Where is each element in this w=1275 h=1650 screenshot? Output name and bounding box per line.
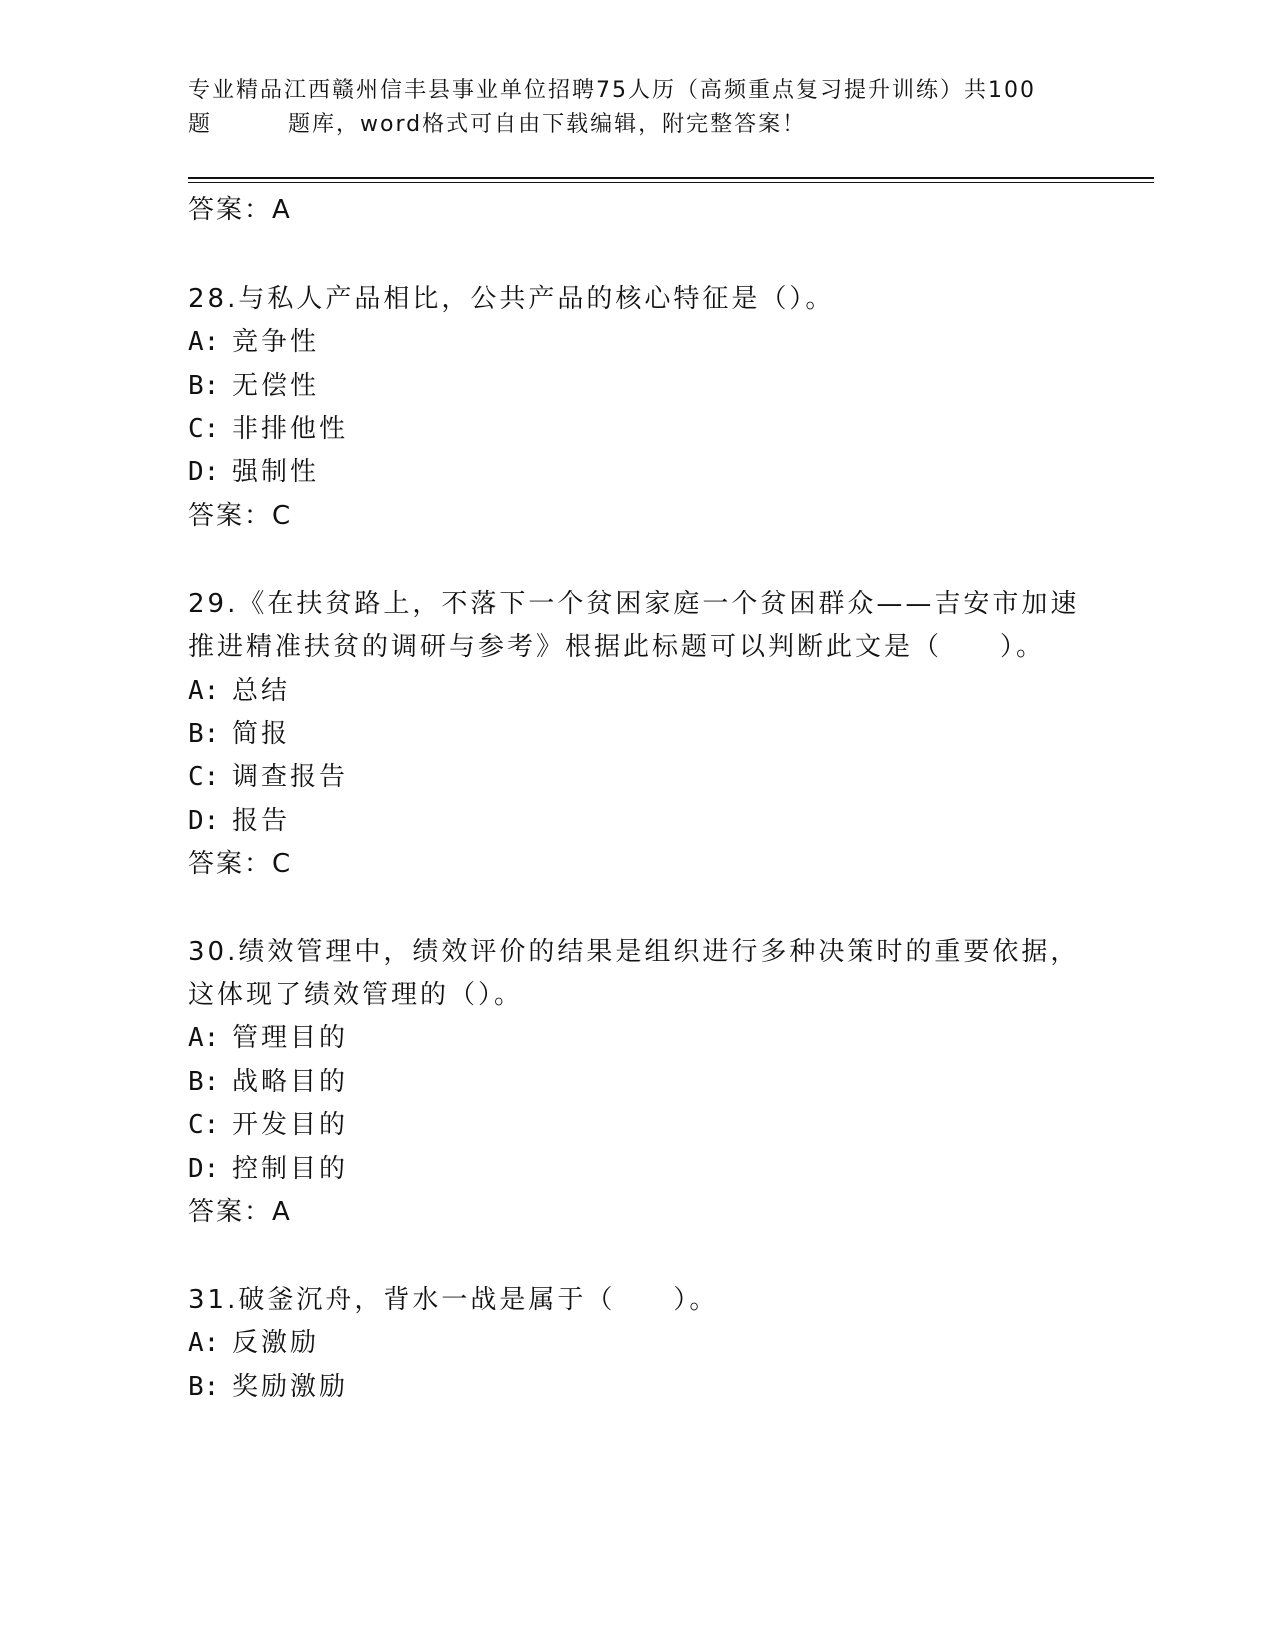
header-divider-thick xyxy=(188,177,1154,179)
option-letter: A: xyxy=(188,676,220,706)
option-text: 无偿性 xyxy=(232,371,320,401)
question-31-stem-line-1: 31.破釜沉舟，背水一战是属于（ ）。 xyxy=(188,1285,719,1315)
option-text: 简报 xyxy=(232,719,291,749)
option-text: 非排他性 xyxy=(232,414,349,444)
option-text: 报告 xyxy=(232,806,291,836)
question-29-option-a xyxy=(188,673,290,709)
option-letter: A: xyxy=(188,327,220,357)
option-text: 总结 xyxy=(232,676,291,706)
option-letter: D: xyxy=(188,806,220,836)
option-text: 反激励 xyxy=(232,1328,320,1358)
question-31-option-a xyxy=(188,1325,319,1361)
option-letter: C: xyxy=(188,414,220,444)
option-letter: B: xyxy=(188,371,220,401)
question-28-answer: 答案：C xyxy=(188,501,293,531)
option-text: 强制性 xyxy=(232,457,320,487)
question-30-option-d xyxy=(188,1151,348,1187)
question-30-option-b xyxy=(188,1064,348,1100)
document-header xyxy=(188,74,1088,142)
header-divider-thin xyxy=(188,182,1154,183)
option-text: 控制目的 xyxy=(232,1154,349,1184)
option-text: 战略目的 xyxy=(232,1067,349,1097)
option-text: 管理目的 xyxy=(232,1023,349,1053)
question-28-option-d xyxy=(188,454,319,490)
question-30-option-a xyxy=(188,1020,348,1056)
option-text: 奖励激励 xyxy=(232,1372,349,1402)
question-29-option-b xyxy=(188,716,290,752)
header-title-line-2 xyxy=(188,108,1088,142)
option-text: 开发目的 xyxy=(232,1110,349,1140)
question-30-stem-line-2: 这体现了绩效管理的（）。 xyxy=(188,980,524,1010)
question-29-option-c xyxy=(188,759,348,795)
question-30-answer: 答案：A xyxy=(188,1197,292,1227)
question-29-stem-line-2: 推进精准扶贫的调研与参考》根据此标题可以判断此文是（ ）。 xyxy=(188,632,1046,662)
option-letter: C: xyxy=(188,1110,220,1140)
question-30-option-c xyxy=(188,1107,348,1143)
question-29-stem-line-1: 29.《在扶贫路上，不落下一个贫困家庭一个贫困群众——吉安市加速 xyxy=(188,589,1080,619)
question-28-option-c xyxy=(188,411,348,447)
option-letter: C: xyxy=(188,762,220,792)
question-28-option-b xyxy=(188,368,319,404)
header-title-line-2-lead: 题 xyxy=(188,112,213,137)
header-title-line-1: 专业精品江西赣州信丰县事业单位招聘75人历（高频重点复习提升训练）共100 xyxy=(188,78,1036,103)
header-title-line-2-rest: 题库，word格式可自由下载编辑，附完整答案！ xyxy=(288,112,807,137)
question-29-answer: 答案：C xyxy=(188,849,293,879)
question-29-option-d xyxy=(188,803,290,839)
option-letter: D: xyxy=(188,457,220,487)
question-30-stem-line-1: 30.绩效管理中，绩效评价的结果是组织进行多种决策时的重要依据， xyxy=(188,937,1080,967)
option-text: 竞争性 xyxy=(232,327,320,357)
option-text: 调查报告 xyxy=(232,762,349,792)
option-letter: D: xyxy=(188,1154,220,1184)
option-letter: B: xyxy=(188,1067,220,1097)
previous-answer: 答案：A xyxy=(188,195,292,225)
option-letter: A: xyxy=(188,1328,220,1358)
question-31-option-b xyxy=(188,1369,348,1405)
question-28-stem-line-1: 28.与私人产品相比，公共产品的核心特征是（）。 xyxy=(188,284,835,314)
question-28-option-a xyxy=(188,324,319,360)
option-letter: B: xyxy=(188,719,220,749)
option-letter: B: xyxy=(188,1372,220,1402)
option-letter: A: xyxy=(188,1023,220,1053)
